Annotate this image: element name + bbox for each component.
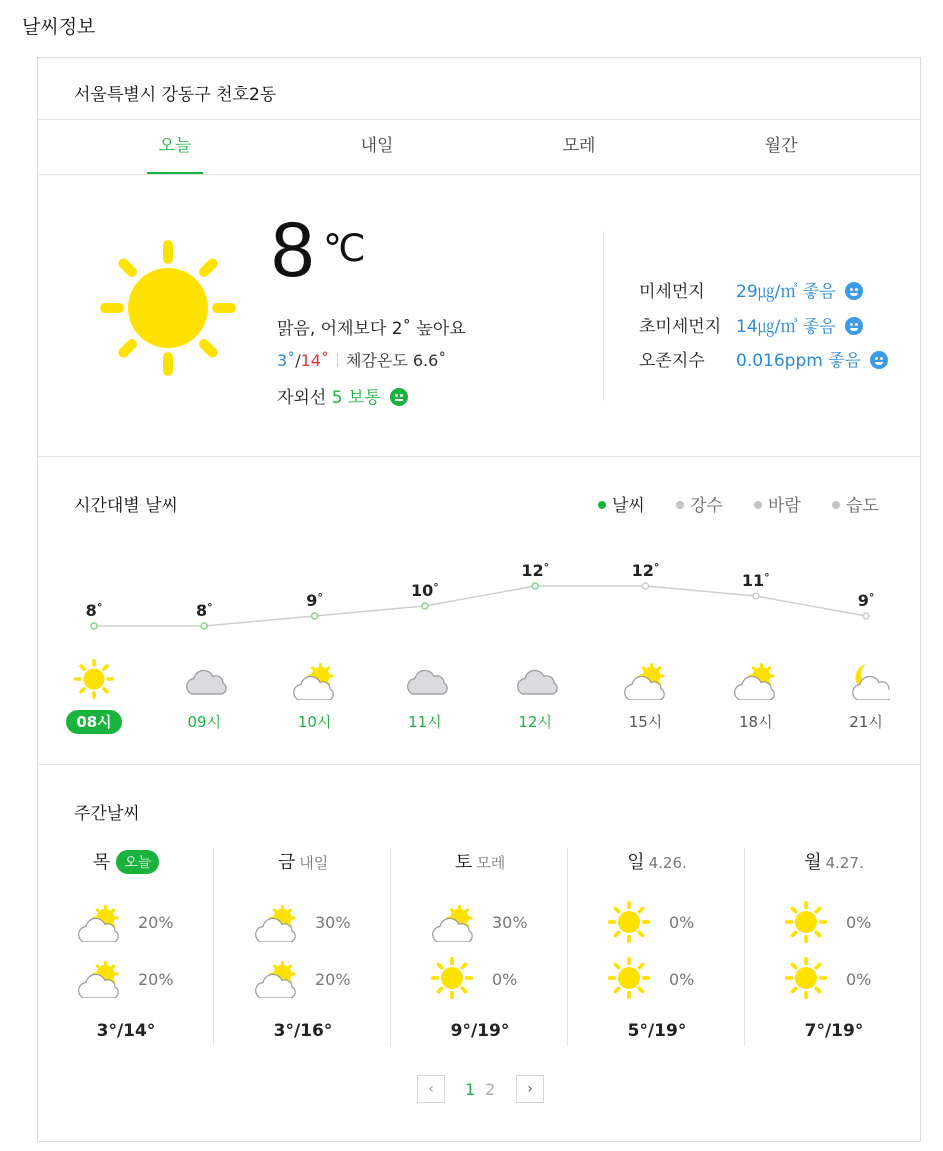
temperature-point [753, 593, 759, 599]
sun-cloud-icon [76, 902, 124, 944]
temperature-point [201, 623, 207, 629]
weekly-day-column [392, 848, 568, 1048]
temperature-point [422, 603, 428, 609]
smile-face-icon [870, 351, 888, 369]
weekday-sub: 4.27. [825, 854, 864, 872]
am-precip: 30% [315, 913, 351, 932]
weekday-name: 목 [92, 852, 111, 873]
sun-cloud-icon [622, 660, 670, 700]
weekday-label [215, 848, 391, 874]
current-temperature: 8 [271, 205, 315, 293]
weekly-min-max: 5°/19° [627, 1021, 687, 1041]
sun-cloud-icon [732, 660, 780, 700]
legend-precipitation[interactable]: 강수 [676, 491, 723, 516]
weekly-day-column [215, 848, 391, 1048]
weekly-min-max: 7°/19° [804, 1021, 864, 1041]
hour-label: 09시 [187, 713, 222, 731]
today-badge: 오늘 [116, 850, 159, 874]
temperature-label: 11° [741, 571, 770, 590]
weekday-sub: 내일 [299, 854, 329, 872]
am-precip: 20% [138, 913, 174, 932]
temperature-label: 12° [521, 561, 550, 580]
tab-monthly[interactable]: 월간 [764, 136, 798, 156]
sun-cloud-icon [291, 660, 339, 700]
smile-face-icon [845, 282, 863, 300]
temperature-label: 12° [631, 561, 660, 580]
legend-weather[interactable]: 날씨 [598, 491, 645, 516]
uv-value: 5 보통 [331, 388, 381, 408]
am-precip: 0% [846, 913, 872, 932]
min-temp: 3˚ [277, 351, 296, 370]
weekday-sub: 4.26. [648, 854, 687, 872]
weekday-label [569, 848, 745, 874]
sun-icon [607, 900, 655, 942]
weekly-min-max: 3°/16° [273, 1021, 333, 1041]
temperature-point [863, 613, 869, 619]
cloud-icon [180, 660, 228, 700]
weekday-label [392, 848, 568, 874]
fine-dust-label: 미세먼지 [639, 282, 705, 302]
sun-icon [784, 900, 832, 942]
ultrafine-dust-value: 14㎍/㎥ 좋음 [736, 317, 836, 337]
cloud-icon [401, 660, 449, 700]
hourly-temperature-chart [38, 538, 922, 738]
ozone-value: 0.016ppm 좋음 [736, 351, 862, 371]
sun-cloud-icon [430, 902, 478, 944]
hour-label: 10시 [297, 713, 332, 731]
neutral-face-icon [390, 388, 408, 406]
temperature-point [532, 583, 538, 589]
temperature-label: 10° [411, 581, 439, 600]
temperature-point [643, 583, 649, 589]
fine-dust-value: 29㎍/㎥ 좋음 [736, 282, 836, 302]
hour-label: 18시 [739, 713, 773, 731]
weekday-label [746, 848, 922, 874]
legend-wind[interactable]: 바람 [754, 491, 801, 516]
temperature-label: 8° [85, 601, 103, 620]
tab-today[interactable]: 오늘 [74, 120, 276, 174]
sun-icon [784, 956, 832, 998]
pm-precip: 0% [669, 970, 695, 989]
tab-day-after[interactable]: 모레 [562, 136, 596, 156]
day-tabs [38, 120, 920, 174]
weekday-label [38, 848, 214, 874]
legend-humidity[interactable]: 습도 [832, 491, 879, 516]
pm-precip: 0% [492, 970, 518, 989]
uv-label: 자외선 [277, 388, 327, 408]
am-precip: 30% [492, 913, 528, 932]
temperature-label: 8° [195, 601, 213, 620]
ultrafine-dust-label: 초미세먼지 [639, 317, 722, 337]
location-name: 서울특별시 강동구 천호2동 [74, 85, 277, 105]
feels-like: 체감온도 6.6˚ [345, 351, 447, 370]
sun-cloud-icon [253, 958, 301, 1000]
min-max-temperature [277, 348, 446, 371]
temperature-point [312, 613, 318, 619]
moon-cloud-icon [842, 660, 890, 700]
temperature-unit: ℃ [323, 228, 366, 270]
hour-label: 11시 [408, 713, 442, 731]
page-title: 날씨정보 [22, 16, 96, 38]
weekly-day-column [38, 848, 214, 1048]
pm-precip: 0% [846, 970, 872, 989]
smile-face-icon [845, 317, 863, 335]
pm-precip: 20% [138, 970, 174, 989]
sun-icon [70, 658, 118, 698]
ozone-index [639, 346, 888, 371]
sun-cloud-icon [253, 902, 301, 944]
weekly-day-column [746, 848, 922, 1048]
ultrafine-dust [639, 312, 863, 337]
page-2[interactable]: 2 [485, 1080, 496, 1099]
hour-label: 15시 [628, 713, 663, 731]
min-max-slash: / [295, 351, 301, 370]
weekly-title: 주간날씨 [74, 804, 140, 824]
prev-page-button[interactable]: ‹ [417, 1075, 445, 1103]
next-page-button[interactable]: › [516, 1075, 544, 1103]
pm-precip: 20% [315, 970, 351, 989]
weekday-sub: 모레 [476, 854, 506, 872]
ozone-label: 오존지수 [639, 351, 705, 371]
weather-condition: 맑음, 어제보다 2˚ 높아요 [277, 319, 466, 339]
weekly-day-column [569, 848, 745, 1048]
weekday-name: 월 [804, 852, 822, 873]
tab-tomorrow[interactable]: 내일 [360, 136, 394, 156]
temperature-label: 9° [857, 591, 875, 610]
weekday-name: 금 [277, 852, 296, 873]
am-precip: 0% [669, 913, 695, 932]
temperature-label: 9° [306, 591, 323, 610]
uv-index [277, 383, 408, 408]
sun-icon [430, 956, 478, 998]
sun-icon [607, 956, 655, 998]
weekday-name: 일 [627, 852, 645, 873]
weekly-min-max: 3°/14° [96, 1021, 156, 1041]
cloud-icon [511, 660, 559, 700]
fine-dust [639, 277, 863, 302]
hour-label: 08시 [66, 710, 122, 734]
sun-cloud-icon [76, 958, 124, 1000]
hourly-title: 시간대별 날씨 [74, 496, 178, 516]
hour-label: 12시 [518, 713, 552, 731]
weekday-name: 토 [454, 852, 473, 873]
hour-label: 21시 [849, 713, 883, 731]
sun-icon [96, 236, 240, 380]
weather-card [37, 57, 921, 1142]
temperature-point [91, 623, 97, 629]
weekly-min-max: 9°/19° [450, 1021, 510, 1041]
max-temp: 14˚ [300, 351, 329, 370]
page-1[interactable]: 1 [465, 1080, 476, 1099]
